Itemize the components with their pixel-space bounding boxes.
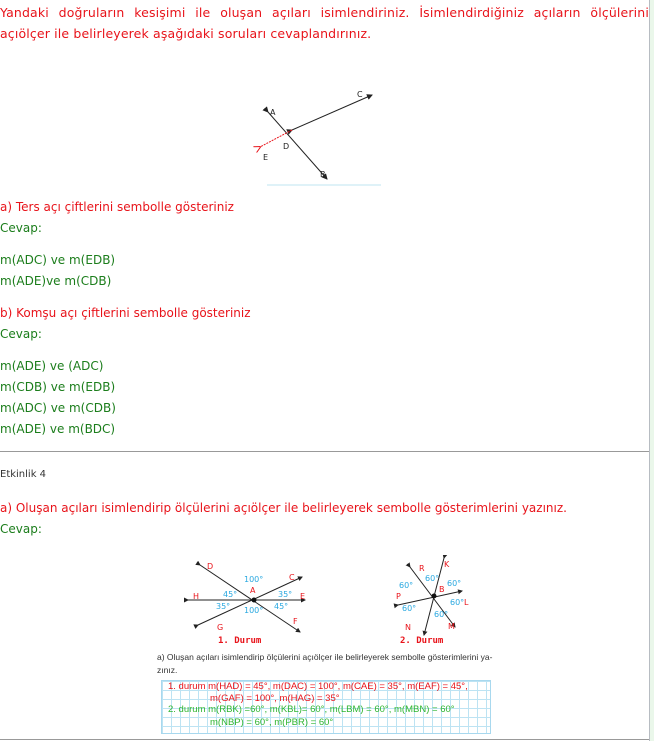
scan-caption-line1: a) Oluşan açıları isimlendirip ölçülerini açıölçer ile belirleyerek sembolle gösterimlerini ya- bbox=[157, 652, 493, 662]
svg-text:35°: 35° bbox=[216, 602, 231, 611]
svg-text:K: K bbox=[444, 560, 450, 569]
label-D: D bbox=[283, 142, 290, 151]
label-A: A bbox=[270, 108, 276, 117]
question-b-answer-3: m(ADC) ve m(CDB) bbox=[0, 401, 116, 415]
question-a-answer-1: m(ADC) ve m(EDB) bbox=[0, 253, 116, 267]
bottom-divider bbox=[0, 739, 649, 740]
section-divider bbox=[0, 451, 649, 452]
answer-grid bbox=[161, 680, 491, 734]
svg-text:45°: 45° bbox=[223, 590, 238, 599]
question-a-prompt: a) Ters açı çiftlerini sembolle gösteriniz bbox=[0, 200, 234, 214]
label-C: C bbox=[357, 90, 363, 99]
svg-text:60°: 60° bbox=[399, 581, 414, 590]
svg-text:100°: 100° bbox=[244, 606, 264, 615]
svg-text:L: L bbox=[464, 598, 469, 607]
grid-row-2: m(GAF) = 100°, m(HAG) = 35° bbox=[210, 693, 340, 704]
svg-text:E: E bbox=[300, 592, 306, 601]
question-b-answer-2: m(CDB) ve m(EDB) bbox=[0, 380, 116, 394]
svg-text:60°: 60° bbox=[434, 610, 449, 619]
svg-text:100°: 100° bbox=[244, 575, 264, 584]
svg-text:60°: 60° bbox=[447, 579, 462, 588]
svg-text:B: B bbox=[439, 585, 445, 594]
scan-caption-line2: zınız. bbox=[157, 665, 178, 675]
svg-text:60°: 60° bbox=[450, 598, 465, 607]
grid-row-3: 2. durum m(RBK) =60°, m(KBL)= 60°, m(LBM) = 60°, m(MBN) = 60° bbox=[168, 704, 455, 715]
svg-text:60°: 60° bbox=[425, 574, 440, 583]
svg-text:35°: 35° bbox=[278, 590, 293, 599]
svg-text:N: N bbox=[405, 623, 411, 632]
svg-text:60°: 60° bbox=[402, 604, 417, 613]
label-E: E bbox=[263, 153, 269, 162]
question-a-answer-label: Cevap: bbox=[0, 221, 42, 235]
svg-text:R: R bbox=[419, 564, 425, 573]
svg-text:F: F bbox=[293, 617, 298, 626]
question-b-answer-1: m(ADE) ve (ADC) bbox=[0, 359, 104, 373]
svg-text:H: H bbox=[193, 592, 200, 601]
svg-text:G: G bbox=[217, 623, 224, 632]
durum-2-figure bbox=[380, 555, 480, 650]
question-b-prompt: b) Komşu açı çiftlerini sembolle gösteriniz bbox=[0, 306, 251, 320]
question-b-answer-label: Cevap: bbox=[0, 327, 42, 341]
svg-text:D: D bbox=[207, 562, 214, 571]
durum-2-caption: 2. Durum bbox=[400, 636, 444, 646]
question-a-answer-2: m(ADE)ve m(CDB) bbox=[0, 274, 112, 288]
grid-row-4: m(NBP) = 60°, m(PBR) = 60° bbox=[210, 717, 334, 728]
durum-1-figure bbox=[180, 560, 320, 650]
intro-text: Yandaki doğruların kesişimi ile oluşan açıları isimlendiriniz. İsimlendirdiğiniz açıların ölçülerini açıölçer ile belirleyerek aşağıdaki soruları cevaplandırınız. bbox=[0, 5, 649, 41]
activity-answer-label: Cevap: bbox=[0, 522, 42, 536]
intersecting-lines-figure bbox=[250, 85, 390, 187]
svg-text:M: M bbox=[448, 622, 455, 631]
question-b-answer-4: m(ADE) ve m(BDC) bbox=[0, 422, 116, 436]
durum-1-caption: 1. Durum bbox=[218, 636, 262, 646]
activity-prompt: a) Oluşan açıları isimlendirip ölçülerini açıölçer ile belirleyerek sembolle gösterimlerini yazınız. bbox=[0, 501, 567, 515]
activity-title: Etkinlik 4 bbox=[0, 469, 47, 480]
svg-text:C: C bbox=[289, 573, 295, 582]
svg-text:45°: 45° bbox=[274, 602, 289, 611]
grid-row-1: 1. durum m(HAD) = 45°, m(DAC) = 100°, m(CAE) = 35°, m(EAF) = 45°, bbox=[168, 681, 468, 692]
label-B: B bbox=[320, 170, 326, 179]
svg-text:A: A bbox=[250, 586, 256, 595]
svg-text:P: P bbox=[396, 592, 401, 601]
